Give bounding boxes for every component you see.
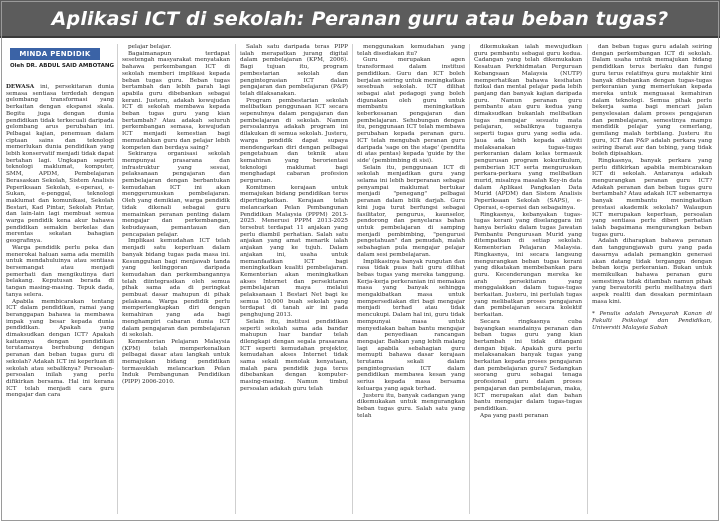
article-column-1 [6, 84, 114, 516]
paragraph-text: ini, persekitaran dunia semasa sentiasa terdedah dengan gelombang transformasi yang berkaitan dengan ekspansi skala. Begitu juga dengan dunia pendidikan tidak terkecuali daripada gelombang arus perubahan ini. Pelbagai kajian, penemuan dalam ciptaan sains dan teknologi memerlukan dunia pendidikan yang lebih konservatif menjadi tidak dapat bertahan lagi. Ungkapan seperti teknologi maklumat, komputer, SMM, APDM, Pembelajaran Berasaskan Sekolah, Sistem Analisis Peperiksaan Sekolah, e-operasi, e-Sukan, e-penggal, teknologi maklumat dan komunikasi, Sekolah Bestari, Kad Pintar, Sekolah Pintar, dan lain-lain lagi membuat semua warga pendidik kena akur bahawa pendidikan semakin berkelas dan merentas sekatan bahagian geografinya. [6, 84, 114, 245]
author-byline: Oleh DR. ABDUL SAID AMBOTANG [10, 63, 114, 69]
paragraph-text: * Penulis adalah Pensyarah Kanan di Fakulti Psikologi dan Pendidikan, Universiti Malaysia Sabah [592, 311, 712, 331]
paragraph-text: pelajar belajar. [128, 44, 172, 50]
paragraph-text: Salah satu daripada teras PIPP ialah merapatkan jurang digital dalam pembelajaran (KPM, 2006). Bagi tujuan itu, program pembestarian sekolah dan pengintegrasian ICT dalam pengajaran dan pembelajaran (P&P) telah dilaksanakan. [240, 44, 348, 97]
article-paragraph [474, 212, 582, 319]
byline-box [10, 48, 114, 69]
article-paragraph [6, 84, 114, 245]
article-column-5 [474, 44, 582, 518]
paragraph-text: Selain itu, penggunaan ICT di sekolah menjadikan guru yang selama ini lebih berperanan sebagai penyampai maklumat bertukar menjadi "penegang" pelbagai peranan dalam bilik darjah. Guru kini juga turut berfungsi sebagai fasilitator, pengurus, kaunselor, pendorong dan penyelaras bahan untuk pembelajaran di samping menjadi pembimbing, "pengurusi pengetahuan" dan pemudah, malah sebahagian pula mengajar pelajar dalam sesi pembelajaran. [357, 164, 465, 258]
paragraph-text: dikemukakan ialah mewujudkan guru pembantu sebagai guru kedua. Cadangan yang telah dikemukakan Kesatuan Perkhidmatan Perguruan Kebangsaan Malaysia (NUTP) memperhatikan bahawa kesihatan fizikal dan mental pelajar pada lebih panjang dan banyak kajian daripada guru. Namun peranan guru pembantu atau guru kedua yang dimaksudkan bukanlah melibatkan tugas mengajar sesuatu mata pelajaran, sebaliknya tugasnya seperti tugas guru yang sedia ada. Jaua ada lebih kepada aktiviti melaksanakan tugas-tugas perkeranian dalam kelas termasuk pengurusan program kokurikulum, pemberian ICT serta menguruskan perkara-perkara yang melibatkan murid, misalnya masalah Key-in data dalam Aplikasi Pangkalan Data Murid (APDM) dan Sistem Analisis Peperiksaan Sekolah (SAPS), e-Operasi, e-operasi dan sebagainya. [474, 44, 582, 211]
article-paragraph [357, 44, 465, 57]
paragraph-text: Kementerian Pelajaran Malaysia (KPM) telah memperkenalkan pelbagai dasar atau langkah untuk memajukan bidang pendidikan termasuklah melancarkan Pelan Induk Pembangunan Pendidikan (PIPP) 2006-2010. [122, 338, 230, 386]
column-rule [352, 44, 353, 514]
paragraph-text: Apa yang pasti peranan [480, 412, 549, 419]
paragraph-text: Justeru itu, banyak cadangan yang dikemukakan untuk mengurangkan beban tugas guru. Salah satu yang telah [357, 392, 465, 419]
article-paragraph [474, 319, 582, 413]
article-paragraph [592, 44, 712, 158]
article-paragraph [240, 185, 348, 319]
paragraph-text: Bagaimanapun terdapat sesetengah masyarakat menyatakan bahawa perkembangan ICT di sekolah memberi implikasi kepada beban tugas guru. Beban tugas bertambah dan lebih parah lagi apabila guru dibebankan sebagai kerani. Justeru, adakah kewujudan ICT di sekolah membawa kepada beban tugas guru yang kian bertambah? Atau adakah seluruh perkembangan semasa, kewujudan ICT menjadi kemestian bagi memudahkan guru dan pelajar lebih kompeten dan berdaya saing? [122, 50, 230, 151]
column-rule [117, 44, 118, 514]
article-column-6 [592, 44, 712, 518]
column-rule [469, 44, 470, 514]
paragraph-text: Implikasi kemudahan ICT telah menjadi satu keperluan dalam banyak bidang tugas pada masa ini. Kesungguhan bagi menjawab tanda yang kelinggoran daripada kemudahan dan perkembangannya telah diintegrasikan oleh semua pihak sama ada di peringkat pembuat dasar mahupun di pihak pelaksana. Warga pendidik perlu memperlengkapkan diri dengan kemahiran yang ada bagi menghampiri cabaran dunia ICT dalam pengajaran dan pembelajaran di sekolah. [122, 238, 230, 339]
paragraph-text: Program pembestarian sekolah melibatkan penggunaan ICT secara sepenuhnya dalam pengajaran dan pembelajaran di sekolah. Namun persoalannya adakah program ini dilakukan di semua sekolah. Justeru, warga pendidik dapat supaya mendengarkan diri dengan pelbagai pengetahuan dan teknik atau kemahiran yang berorientasi teknologi maklumat bagi menghadapi cabaran profesion perguruan. [240, 97, 348, 185]
article-paragraph [240, 319, 348, 393]
paragraph-text: Guru merupakan agen transformasi dalam institusi pendidikan. Guru dan ICT boleh berjalan seiring untuk meningkatkan sesebuah sekolah. ICT dilihat sebagai alat pedagogi yang boleh digunakan oleh guru untuk membantu meningkatkan keberkesanan pengajaran dan pembelajaran. Sehubungan dengan itu, penggunaan ICT telah membawa perubahan kepada peranan guru. ICT telah mengubah peranan guru daripada 'sage on the stage' (pendita di atas pentas) kepada 'guide by the side' (pembimbing di sisi). [357, 57, 465, 164]
article-paragraph [357, 57, 465, 164]
article-paragraph [357, 393, 465, 420]
article-paragraph [122, 151, 230, 238]
article-paragraph [592, 158, 712, 238]
headline: Aplikasi ICT di sekolah: Peranan guru atau beban tugas? [51, 8, 669, 30]
paragraph-text: Adalah diharapkan bahawa peranan dan tanggungjawab guru yang pada dasarnya adalah pemangkin generasi akan datang tidak terganggu dengan beban kerja perkeranian. Bukan untuk memikulkan bahawa peranan guru semestinya tidak ditambah namun pihak yang berautoriti perlu melihatnya dari aspek realiti dan desakan permintaan masa kini. [592, 238, 712, 305]
article-paragraph [122, 238, 230, 339]
article-paragraph [357, 259, 465, 393]
article-paragraph [122, 44, 230, 51]
article-paragraph [240, 44, 348, 98]
paragraph-text: Warga pendidik perlu peka dan menerokai haluan sama ada memilih untuk mendahuluinya atau sentiasa bersemangat atau menjadi pemerhati dan mengikutinya dari belakang. Keputusan berada di tangan masing-masing. Tepuk dada, tanya selera. [6, 244, 114, 298]
article-paragraph [240, 98, 348, 185]
paragraph-text: menggunakan kemudahan yang telah disediakan itu? [357, 44, 465, 57]
article-paragraph [122, 339, 230, 386]
article-paragraph [6, 245, 114, 299]
article-paragraph [6, 299, 114, 400]
column-rule [235, 44, 236, 514]
column-tag: MINDA PENDIDIK [10, 48, 100, 60]
paragraph-text: dan beban tugas guru adalah seiring dengan perkembangan ICT di sekolah. Dalam usaha untuk memajukan bidang pendidikan terus berlaku dan fungsi guru terus relatifnya guru mutakhir kini banyak dibebankan dengan tugas-tugas perkeranian yang memerlukan kepada mereka untuk menguasai kemahiran dalam teknologi. Semua pihak perlu bekerja sama bagi mencari jalan penyelesaian dalam proses pengajaran dan pembelajaran, semestinya mampu mendidik pelajar yang cemerlang, gemilang malah terbilang. Justeru itu guru, ICT dan P&P adalah perkara yang seiring ibarat aur dan tebing, yang tidak boleh dipisahkan. [592, 44, 712, 158]
lead-word: DEWASA [6, 84, 35, 90]
column-rule [587, 44, 588, 514]
paragraph-text: Selain itu, institusi pendidikan seperti sekolah sama ada bandar mahupun luar bandar telah dilengkapi dengan segala prasarana ICT seperti kemudahan projektor, kemudahan akses Internet tidak sama sekali menolak kenyataan, malah para pendidik juga terus dibebankan dengan komputer-masing-masing. Namun timbul persoalan adakah guru telah [240, 318, 348, 392]
article-column-3 [240, 44, 348, 518]
author-footnote [592, 311, 712, 331]
article-paragraph [357, 165, 465, 259]
paragraph-text: Ringkasnya, banyak perkara yang perlu difikirkan apabila membicarakan ICT di sekolah. Antaranya adakah mengurangkan peranan guru ICT? Adakah peranan dan beban tugas guru bertambah? Atau adakah ICT sebenarnya banyak membantu meningkatkan prestasi akademik sekolah? Walaupun ICT merupakan keperluan, persoalan yang sentiasa perlu diberi perhatian ialah bagaimana mengurangkan beban tugas guru. [592, 157, 712, 238]
paragraph-text: Ringkasnya, kebanyakan tugas-tugas kerani yang diselanggara ini hanya berlaku dalam tugas Jawatan Pembantu Pengurusan Murid yang ditempatkan di setiap sekolah. Kementerian Pelajaran Malaysia. Ringkasnya, ini secara langsung mengurangkan beban tugas kerani yang dikatakan membebankan para guru. Kecenderungan mereka ke arah persekitaran yang menggalakkan dalam tugas-tugas berkaitan. Justeru, ini perlulah tugas yang melibatkan proses pengajaran dan pembelajaran secara kolektif berkaitan. [474, 211, 582, 319]
article-paragraph [474, 44, 582, 212]
article-column-2 [122, 44, 230, 518]
paragraph-text: Sekiranya organisasi sekolah mempunyai prasarana dan infrastruktur yang sesuai, pelaksanaan pengajaran dan pembelajaran dengan berbantukan kemudahan ICT ini akan menggerumuskan pembelajaran. Oleh yang demikian, warga pendidik tidak dikenali sebagai guru memainkan peranan penting dalam mengajar dan perkembangan, kebudayaan, pemantauan dan pencapaian pelajar. [122, 151, 230, 238]
paragraph-text: Secara ringkasnya cuba bayangkan seandainya peranan dan beban tugas guru yang kian bertambah ini tidak ditangani dengan bijak. Apakah guru perlu melaksanakan banyak tugas yang berkaitan kepada proses pengajaran dan pembelajaran guru? Sedangkan seorang guru sebagai tenaga profesional guru dalam proses pengajaran dan pembelajaran, maka, ICT merupakan alat dan bahan bantu mengajar dalam tugas-tugas pendidikan. [474, 318, 582, 412]
paragraph-text: Apabila membicarakan tentang ICT dalam pendidikan, ramai yang beranggapan bahawa ia membawa impak yang besar kepada dunia pendidikan. Apakah yang dimaksudkan dengan ICT? Apakah kaitannya dengan pendidikan terutamanya berhubung dengan peranan dan beban tugas guru di sekolah? Adakah ICT ini keperluan di sekolah atau sebaliknya? Persoalan-persoalan inilah yang perlu difikirkan bersama. Hal ini kerana ICT telah menjadi cara guru mengajar dan cara [6, 298, 114, 399]
paragraph-text: Komitmen kerajaan untuk memajukan bidang pendidikan terus dipertingkatkan. Kerajaan telah melancarkan Pelan Pembangunan Pendidikan Malaysia (PPPM) 2013-2025. Menerusi PPPM 2013-2025 tersebut terdapat 11 anjakan yang perlu diambil perhatian. Salah satu anjakan yang amat menarik ialah anjakan yang ke tujuh. Dalam anjakan ini, usaha untuk memanfaatkan ICT bagi meningkatkan kualiti pembelajaran. Kementerian akan meningkatkan akses Internet dan persekitaran pembelajaran maya melalui pelaksanaan 1 Bestari Net bagi ke semua 10,000 buah sekolah yang terdapat di tanah air ini pada penghujung 2013. [240, 184, 348, 319]
article-column-4 [357, 44, 465, 518]
paragraph-text: Implikasinya banyak rungutan dan rasa tidak puas hati guru dilihat bebas tugas yang mereka tanggung. Kerja-kerja perkeranian ini memakan masa yang banyak sehingga mengakibatkan masa untuk mempersediakan diri bagi mengajar menjadi terhad atau tidak mencukupi. Dalam hal ini, guru tidak mempunyai masa untuk menyediakan bahan bantu mengajar dan penyediaan rancangan mengajar. Bahkan yang lebih malang lagi apabila sebahagian guru memupti bahawa dasar kerajaan terutama sekali dalam pengintegrasian ICT dalam pendidikan membawa kesan yang serius kepada masa bersama keluarga yang agak terhad. [357, 258, 465, 392]
article-paragraph [592, 238, 712, 305]
article-paragraph [122, 51, 230, 152]
article-paragraph [474, 413, 582, 420]
